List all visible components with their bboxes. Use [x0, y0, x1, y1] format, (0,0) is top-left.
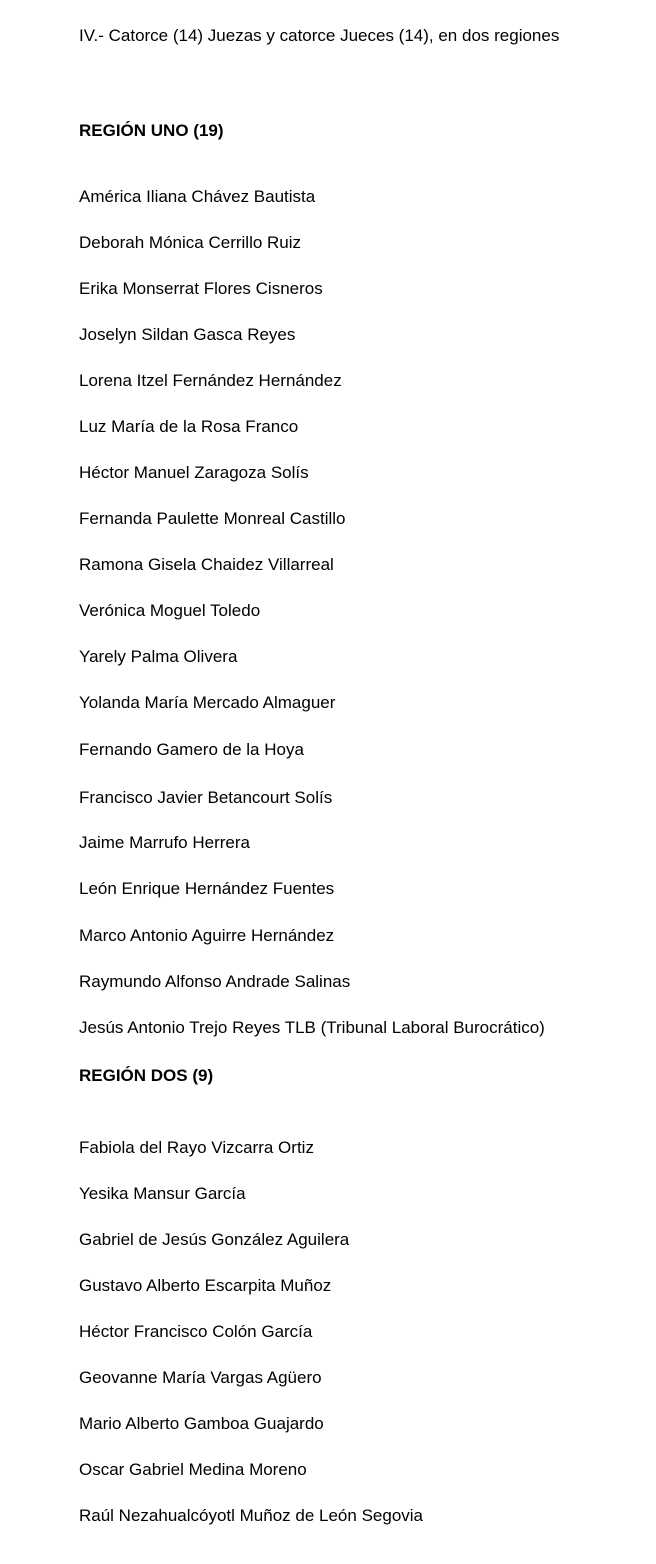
- list-item: León Enrique Hernández Fuentes: [79, 879, 335, 898]
- list-item: Gustavo Alberto Escarpita Muñoz: [79, 1276, 332, 1295]
- list-item: Raúl Nezahualcóyotl Muñoz de León Segovia: [79, 1506, 424, 1525]
- list-item: Héctor Francisco Colón García: [79, 1322, 313, 1341]
- list-item: Jaime Marrufo Herrera: [79, 833, 250, 852]
- region-two-heading: REGIÓN DOS (9): [79, 1066, 214, 1085]
- list-item: Luz María de la Rosa Franco: [79, 417, 299, 436]
- list-item: Ramona Gisela Chaidez Villarreal: [79, 555, 334, 574]
- list-item: Fabiola del Rayo Vizcarra Ortiz: [79, 1138, 314, 1157]
- list-item: Geovanne María Vargas Agüero: [79, 1368, 322, 1387]
- list-item: Oscar Gabriel Medina Moreno: [79, 1460, 307, 1479]
- list-item: Francisco Javier Betancourt Solís: [79, 788, 333, 807]
- region-one-heading: REGIÓN UNO (19): [79, 121, 224, 140]
- list-item: Joselyn Sildan Gasca Reyes: [79, 325, 296, 344]
- list-item: Yarely Palma Olivera: [79, 647, 238, 666]
- list-item: América Iliana Chávez Bautista: [79, 187, 316, 206]
- list-item: Lorena Itzel Fernández Hernández: [79, 371, 342, 390]
- list-item: Verónica Moguel Toledo: [79, 601, 261, 620]
- list-item: Yesika Mansur García: [79, 1184, 246, 1203]
- list-item: Erika Monserrat Flores Cisneros: [79, 279, 323, 298]
- list-item: Héctor Manuel Zaragoza Solís: [79, 463, 309, 482]
- list-item: Marco Antonio Aguirre Hernández: [79, 926, 335, 945]
- list-item: Fernanda Paulette Monreal Castillo: [79, 509, 346, 528]
- list-item: Jesús Antonio Trejo Reyes TLB (Tribunal Laboral Burocrático): [79, 1018, 545, 1037]
- list-item: Yolanda María Mercado Almaguer: [79, 693, 336, 712]
- list-item: Mario Alberto Gamboa Guajardo: [79, 1414, 324, 1433]
- list-item: Gabriel de Jesús González Aguilera: [79, 1230, 350, 1249]
- list-item: Raymundo Alfonso Andrade Salinas: [79, 972, 351, 991]
- intro-text: IV.- Catorce (14) Juezas y catorce Jueces (14), en dos regiones: [79, 26, 560, 45]
- list-item: Deborah Mónica Cerrillo Ruiz: [79, 233, 302, 252]
- list-item: Fernando Gamero de la Hoya: [79, 740, 304, 759]
